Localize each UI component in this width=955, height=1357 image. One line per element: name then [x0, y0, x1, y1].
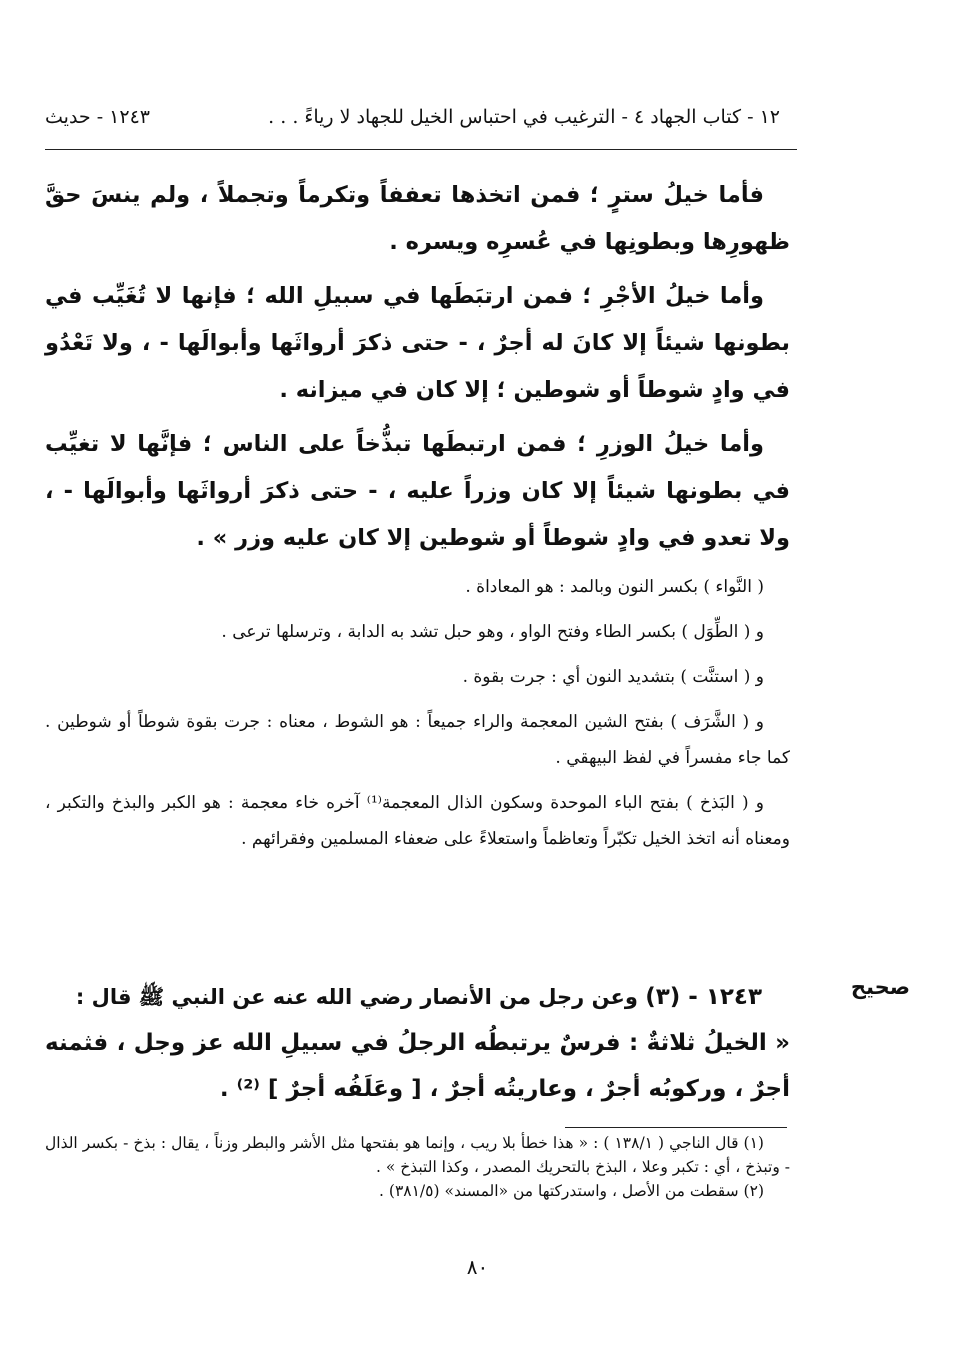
- paragraph-horse-of-cover: فأما خيلُ سترٍ ؛ فمن اتخذها تعففاً وتكرماً وتجملاً ، ولم ينسَ حقَّ ظهورِها وبطونِها في عُسرِه ويسره .: [45, 182, 790, 255]
- hadith-text: « الخيلُ ثلاثةٌ : فرسٌ يرتبطُه الرجلُ في سبيلِ الله عز وجل ، فثمنه أجرٌ ، وركوبُه أجرٌ ، وعاريتُه أجرٌ ، [ وعَلَفُه أجرٌ ] ⁽²⁾ .: [45, 1030, 790, 1102]
- footnote-divider: [565, 1127, 787, 1128]
- footnote-2: (٢) سقطت من الأصل ، واستدركتها من «المسند» (٣٨١/٥) .: [379, 1182, 764, 1200]
- footnotes: [45, 1131, 790, 1203]
- main-text: [45, 172, 790, 866]
- hadith-number: ١٢٤٣ - (٣): [645, 984, 762, 1010]
- hadith-intro-line: [45, 974, 790, 1020]
- header-divider: [45, 149, 797, 150]
- paragraph-horse-of-reward: وأما خيلُ الأجْرِ ؛ فمن ارتبَطَها في سبيلِ الله ؛ فإنها لا تُغَيِّب في بطونها شيئاً إلا كانَ له أجرٌ ، - حتى ذكرَ أرواثَها وأبوالَها - ، ولا تَعْدُو في وادٍ شوطاً أو شوطين ؛ إلا كان في ميزانه .: [45, 283, 790, 403]
- footnote-1: (١) قال الناجي ( ١٣٨/١ ) : « هذا خطأ بلا ريب ، وإنما هو بفتحها مثل الأشر والبطر وزناً ، يقال : بذخ - بكسر الذال - وتبذخ ، أي : تكبر وعلا ، البذخ بالتحريك المصدر ، وكذا التبذخ » .: [45, 1134, 790, 1176]
- page-number: ٨٠: [466, 1255, 489, 1279]
- header-hadith-range: ١٢٤٣ - حديث: [45, 106, 150, 128]
- gloss-sharaf: و ( الشَّرَف ) بفتح الشين المعجمة والراء جميعاً : هو الشوط ، معناه : جرت بقوة شوطاً أو شوطين . كما جاء مفسراً في لفظ البيهقي .: [45, 712, 790, 768]
- gloss-istannat: و ( استنَّت ) بتشديد النون أي : جرت بقوة .: [462, 667, 764, 687]
- gloss-tiwal: و ( الطِّوَل ) بكسر الطاء وفتح الواو ، وهو حبل تشد به الدابة ، وترسلها ترعى .: [221, 622, 764, 642]
- gloss-badhkh: و ( البَذخ ) بفتح الباء الموحدة وسكون الذال المعجمة⁽¹⁾ آخره خاء معجمة : هو الكبر والبذخ والتكبر ، ومعناه أنه اتخذ الخيل تكبّراً وتعاظماً واستعلاءً على ضعفاء المسلمين وفقرائهم .: [45, 793, 790, 849]
- running-header: [45, 106, 780, 140]
- gloss-nawa: ( النَّواء ) بكسر النون وبالمد : هو المعاداة .: [465, 577, 764, 597]
- hadith-block: [45, 974, 790, 1112]
- hadith-isnad: وعن رجل من الأنصار رضي الله عنه عن النبي ﷺ قال :: [75, 985, 638, 1009]
- paragraph-horse-of-burden: وأما خيلُ الوزرِ ؛ فمن ارتبطَها تبذُّخاً على الناس ؛ فإنَّها لا تغيِّب في بطونها شيئاً إلا كان وزراً عليه ، - حتى ذكرَ أرواثَها وأبوالَها - ، ولا تعدو في وادٍ شوطاً أو شوطين إلا كان عليه وزر » .: [45, 431, 790, 551]
- hadith-grade: صحيح: [850, 975, 910, 999]
- header-chapter-title: ١٢ - كتاب الجهاد ٤ - الترغيب في احتباس الخيل للجهاد لا رياءً . . .: [268, 106, 780, 128]
